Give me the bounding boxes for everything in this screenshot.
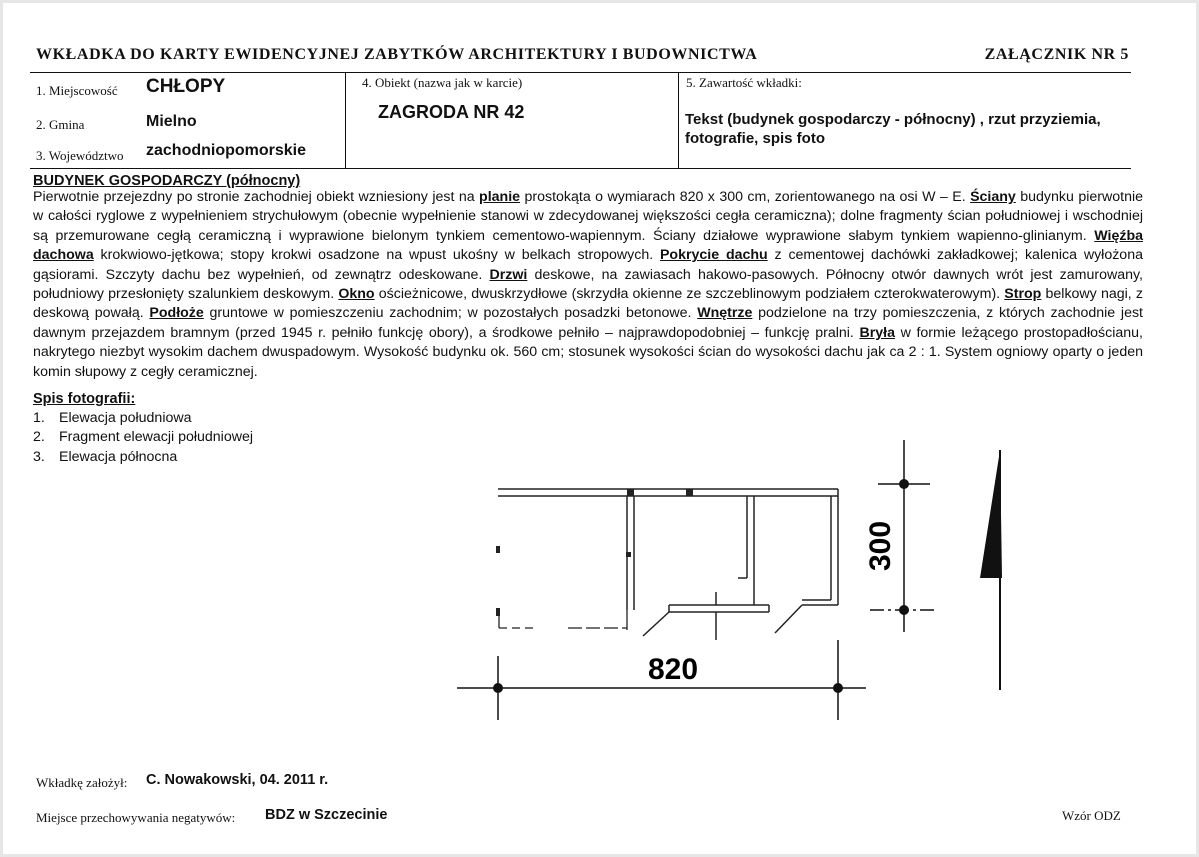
- plan-walls: [498, 489, 838, 612]
- width-dimension-label: 820: [647, 653, 699, 686]
- keyword: Okno: [338, 286, 375, 303]
- keyword: Strop: [1004, 286, 1042, 303]
- photo-caption: Elewacja południowa: [59, 410, 192, 426]
- text-segment: belkowy nagi, z deskową powałą.: [33, 286, 1143, 322]
- storage-label: Miejsce przechowywania negatywów:: [36, 810, 236, 825]
- photo-number: 3.: [33, 448, 45, 465]
- photo-caption: Fragment elewacji południowej: [59, 429, 253, 446]
- contents-label: 5. Zawartość wkładki:: [686, 75, 802, 90]
- text-segment: podzielone na trzy pomieszczenia, z których zachodnie jest dawnym przejazdem bramnym (przed 1945 r. pełniło funkcję obory), a środkowe pełniło – najprawdopodobniej – funkcję pralni.: [33, 305, 1143, 341]
- locality-value: CHŁOPY: [146, 76, 226, 97]
- voivodeship-label: 3. Województwo: [36, 148, 124, 163]
- object-value: ZAGRODA NR 42: [378, 102, 525, 122]
- contents-value: Tekst (budynek gospodarczy - północny) , rzut przyziemia, fotografie, spis foto: [685, 111, 1101, 147]
- keyword: Pokrycie dachu: [659, 247, 768, 264]
- author-value: C. Nowakowski, 04. 2011 r.: [146, 772, 329, 788]
- plan-door-swings: [643, 605, 802, 640]
- photo-number: 1.: [33, 410, 45, 426]
- plan-posts: [496, 489, 693, 616]
- keyword: Bryła: [859, 324, 895, 341]
- text-segment: w formie leżącego prostopadłościanu, nakrytego niezbyt wysokim dachem dwuspadowym. Wysokość budynku ok. 560 cm; stosunek wysokości ścian do wysokości dachu jak ca 2 : 1. System ogniowy oparty o jeden komin słupowy z cegły ceramicznej.: [33, 324, 1143, 380]
- voivodeship-value: zachodniopomorskie: [146, 142, 307, 159]
- north-arrow-icon: [980, 450, 1002, 690]
- photos-title: Spis fotografii:: [33, 391, 136, 407]
- text-segment: prostokąta o wymiarach 820 x 300 cm, zorientowanego na osi W – E.: [520, 189, 971, 205]
- section-title: BUDYNEK GOSPODARCZY (północny): [33, 173, 301, 189]
- text-segment: krokwiowo-jętkowa; stopy krokwi osadzone na wpust ukośny w belkach stropowych.: [93, 247, 660, 264]
- text-segment: ościeżnicowe, dwuskrzydłowe (skrzydła okienne ze szczeblinowym podziałem czterokwaterowym).: [374, 286, 1005, 303]
- depth-dimension-label: 300: [864, 520, 897, 572]
- keyword: Ściany: [970, 189, 1016, 205]
- photo-caption: Elewacja północna: [59, 448, 178, 465]
- photo-number: 2.: [33, 429, 45, 446]
- text-segment: z cementowej dachówki zakładkowej; kalenica wyłożona gąsiorami. Szczyty dachu bez wypełnień, od zewnątrz odeskowane.: [33, 247, 1143, 283]
- text-segment: deskowe, na zawiasach hakowo-pasowych. Północny otwór dawnych wrót jest zamurowany, południowy przesłonięty szalunkiem deskowym.: [33, 266, 1143, 303]
- object-label: 4. Obiekt (nazwa jak w karcie): [362, 75, 523, 90]
- locality-label: 1. Miejscowość: [36, 83, 118, 98]
- author-label: Wkładkę założył:: [36, 775, 128, 790]
- storage-value: BDZ w Szczecinie: [265, 807, 388, 823]
- text-segment: gruntowe w pomieszczeniu zachodnim; w pozostałych posadzki betonowe.: [203, 305, 698, 322]
- template-label: Wzór ODZ: [1062, 808, 1121, 823]
- plan-dashed-south: [499, 610, 627, 630]
- keyword: Więźba dachowa: [33, 227, 1143, 264]
- text-segment: budynku pierwotnie w całości ryglowe z wypełnieniem strychułowym (obecnie wypełnienie stanowi w zdecydowanej większości cegła ceramiczna); dolne fragmenty ścian południowej i wschodniej są przemurowane cegłą ceramiczną i wyprawione bielonym tynkiem cementowo-wapiennym. Ściany działowe wyprawione słabym tynkiem wapienno-glinianym.: [33, 189, 1143, 244]
- form-title: WKŁADKA DO KARTY EWIDENCYJNEJ ZABYTKÓW ARCHITEKTURY I BUDOWNICTWA: [36, 46, 758, 63]
- dimension-markers: [493, 479, 909, 693]
- keyword: Podłoże: [149, 305, 204, 322]
- commune-value: Mielno: [146, 113, 197, 130]
- text-segment: Pierwotnie przejezdny po stronie zachodniej obiekt wzniesiony jest na: [33, 189, 480, 205]
- keyword: Drzwi: [489, 266, 528, 283]
- annex-number: ZAŁĄCZNIK NR 5: [984, 46, 1129, 63]
- keyword: Wnętrze: [697, 305, 753, 322]
- commune-label: 2. Gmina: [36, 117, 85, 132]
- keyword: planie: [479, 189, 521, 205]
